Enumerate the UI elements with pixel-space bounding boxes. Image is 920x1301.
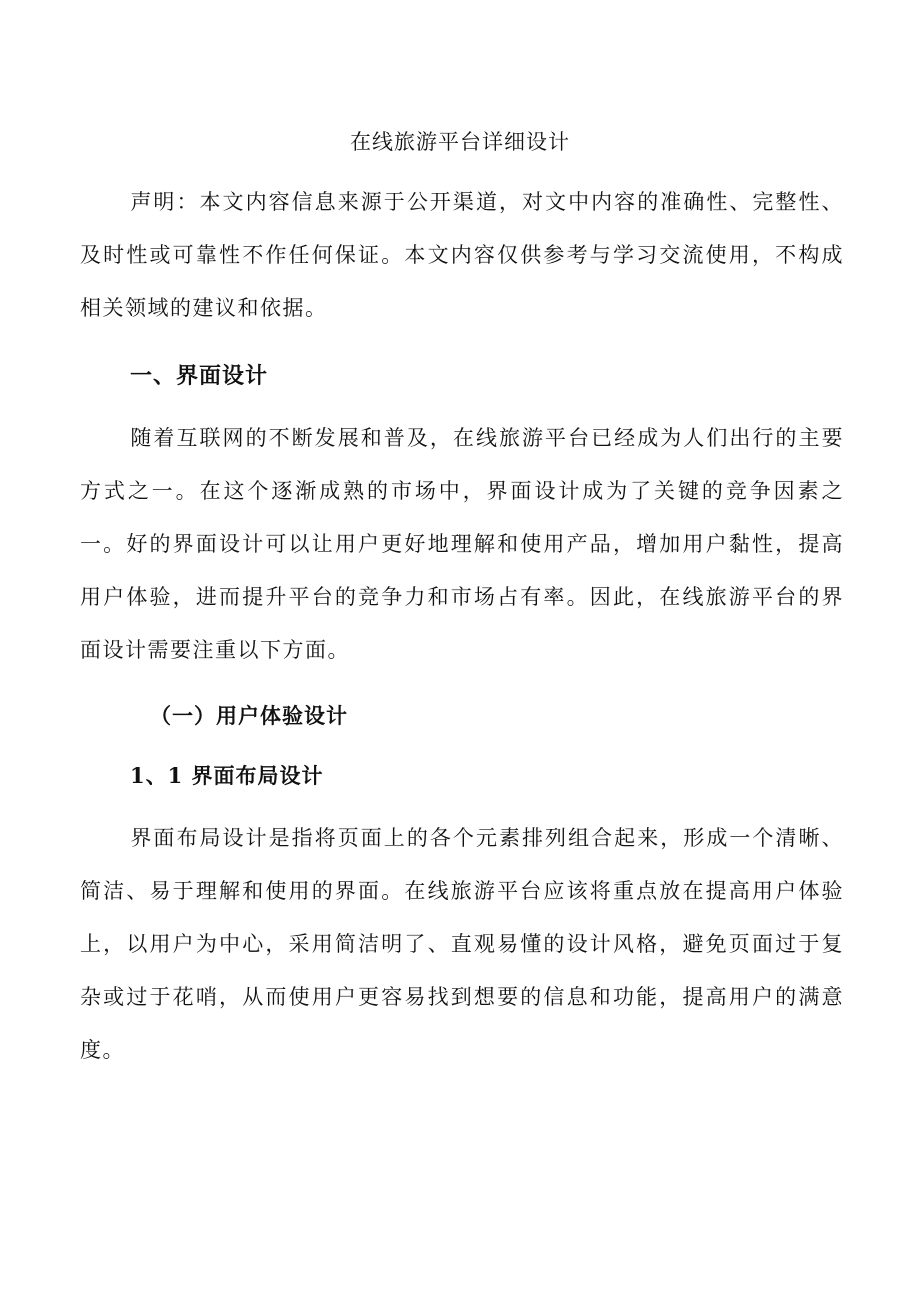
section-heading-interface-design: 一、界面设计 <box>130 363 269 389</box>
item-heading-layout-design: 1、1 界面布局设计 <box>130 763 324 788</box>
layout-design-paragraph: 界面布局设计是指将页面上的各个元素排列组合起来，形成一个清晰、简洁、易于理解和使用的界面。在线旅游平台应该将重点放在提高用户体验上，以用户为中心，采用简洁明了、直观易懂的设计风格，避免页面过于复杂或过于花哨，从而使用户更容易找到想要的信息和功能，提高用户的满意度。 <box>80 826 844 1062</box>
document-title: 在线旅游平台详细设计 <box>350 130 570 154</box>
disclaimer-paragraph: 声明：本文内容信息来源于公开渠道，对文中内容的准确性、完整性、及时性或可靠性不作任何保证。本文内容仅供参考与学习交流使用，不构成相关领域的建议和依据。 <box>80 190 844 320</box>
section-intro-paragraph: 随着互联网的不断发展和普及，在线旅游平台已经成为人们出行的主要方式之一。在这个逐渐成熟的市场中，界面设计成为了关键的竞争因素之一。好的界面设计可以让用户更好地理解和使用产品，增加用户黏性，提高用户体验，进而提升平台的竞争力和市场占有率。因此，在线旅游平台的界面设计需要注重以下方面。 <box>80 426 844 662</box>
subsection-heading-user-experience: （一）用户体验设计 <box>150 703 348 728</box>
